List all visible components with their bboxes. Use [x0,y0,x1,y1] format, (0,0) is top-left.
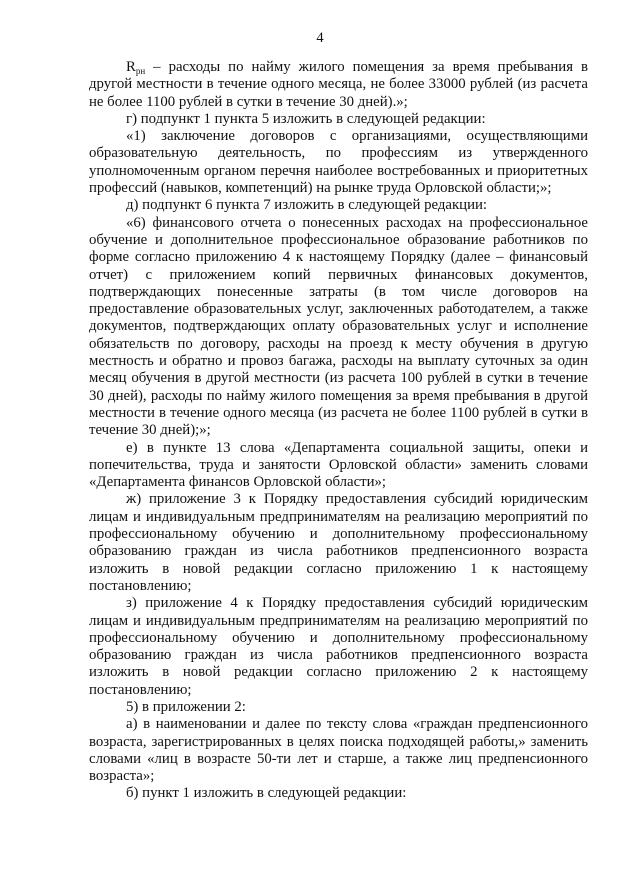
paragraph-item-b: б) пункт 1 изложить в следующей редакции: [126,785,407,802]
rrn-symbol: R [126,59,136,75]
rrn-subscript: рн [135,66,146,76]
paragraph-item-zh: ж) приложение 3 к Порядку предоставления субсидий юридическим лицам и индивидуальным предпринимателям на реализацию мероприятий по профессиональному обучению и дополнительному профессиональному образованию граждан из числа работников предпенсионного возраста изложить в новой редакции согласно приложению 1 к настоящему постановлению; [89,491,588,594]
paragraph-quote-6: «6) финансового отчета о понесенных расходах на профессиональное обучение и дополнительное профессиональное образование работников по форме согласно приложению 4 к настоящему Порядку (далее – финансовый отчет) с приложением копий первичных финансовых документов, подтверждающих понесенные затраты (в том числе договоров на предоставление образовательных услуг, заключенных работодателем, а также документов, подтверждающих оплату образовательных услуг и исполнение обязательств по договору, расходы на проезд к месту обучения в другую местность и обратно и провоз багажа, расходы на выплату суточных за один месяц обучения в другой местности (из расчета 100 рублей в сутки в течение 30 дней), расходы по найму жилого помещения за время пребывания в другой местности в течение одного месяца (из расчета не более 1100 рублей в сутки в течение 30 дней);»; [89,214,588,439]
document-body [89,59,588,803]
paragraph-item-g: г) подпункт 1 пункта 5 изложить в следующей редакции: [126,110,486,127]
paragraph-item-z: з) приложение 4 к Порядку предоставления субсидий юридическим лицам и индивидуальным предпринимателям на реализацию мероприятий по профессиональному обучению и дополнительному профессиональному образованию граждан из числа работников предпенсионного возраста изложить в новой редакции согласно приложению 2 к настоящему постановлению; [89,595,588,698]
paragraph-item-d: д) подпункт 6 пункта 7 изложить в следующей редакции: [126,197,488,214]
paragraph-quote-1: «1) заключение договоров с организациями, осуществляющими образовательную деятельность, по профессиям из утвержденного уполномоченным органом перечня наиболее востребованных и приоритетных профессий (навыков, компетенций) на рынке труда Орловской области;»; [89,128,588,197]
paragraph-text: – расходы по найму жилого помещения за время пребывания в другой местности в течение одного месяца, не более 33000 рублей (из расчета не более 1100 рублей в сутки в течение 30 дней).»; [89,59,588,110]
paragraph-item-5: 5) в приложении 2: [126,698,246,715]
paragraph-item-a: а) в наименовании и далее по тексту слова «граждан предпенсионного возраста, зарегистрированных в целях поиска подходящей работы,» заменить словами «лиц в возрасте 50-ти лет и старше, а также лиц предпенсионного возраста»; [89,716,588,785]
paragraph-rrn-definition [89,59,588,111]
paragraph-item-e: е) в пункте 13 слова «Департамента социальной защиты, опеки и попечительства, труда и занятости Орловской области» заменить словами «Департамента финансов Орловской области»; [89,439,588,491]
page-number: 4 [316,30,324,46]
